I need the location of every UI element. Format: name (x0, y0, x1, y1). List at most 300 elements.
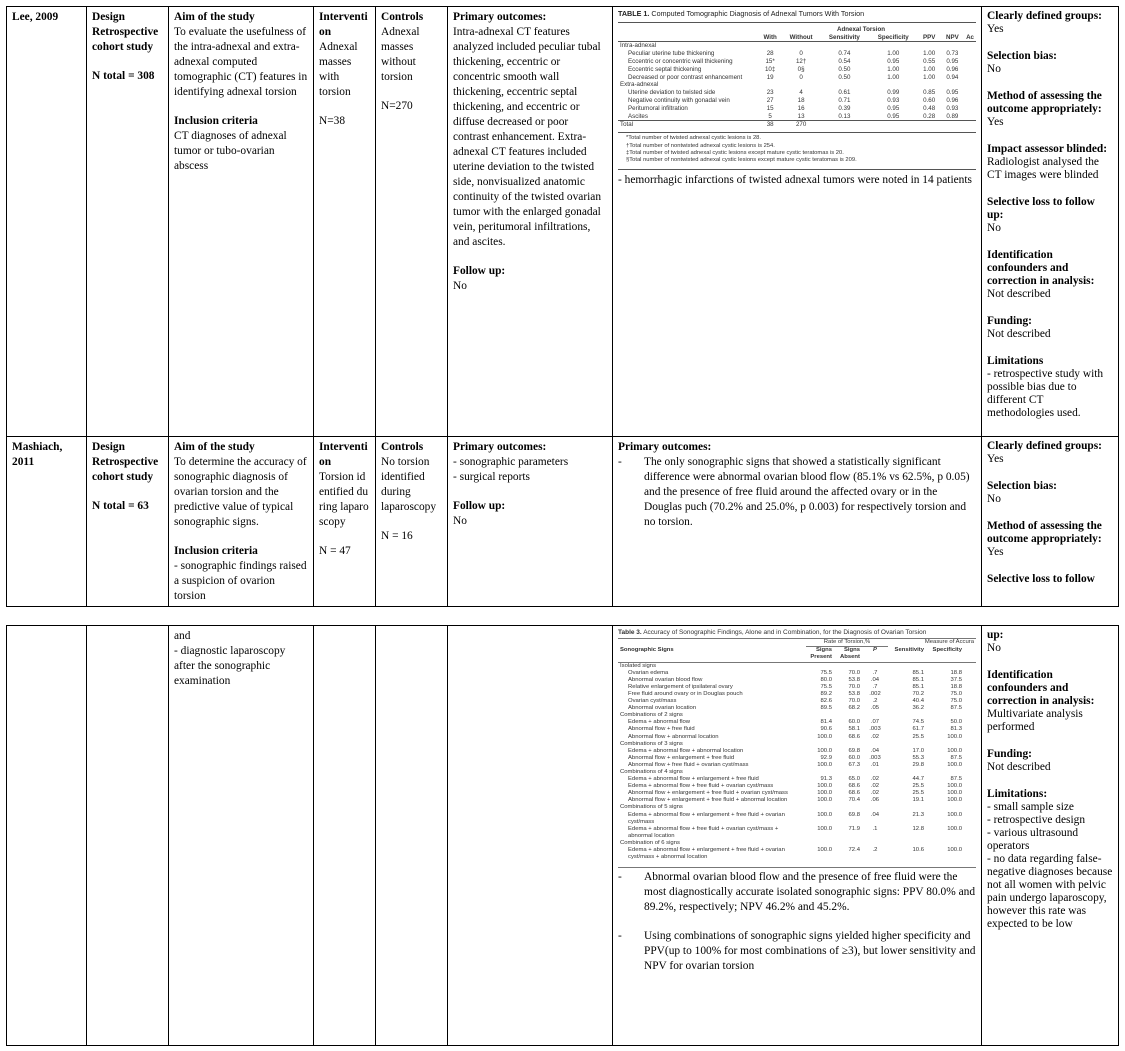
table3-cell-clipped (964, 719, 976, 726)
table3-row-label: Relative enlargement of ipsilateral ovary (628, 683, 733, 690)
table1-cell: 0.93 (887, 96, 900, 104)
table1-cell: 5 (768, 112, 772, 120)
table3-cell: 70.4 (848, 797, 860, 804)
table3-cell: 36.2 (912, 705, 924, 712)
table1-footnote: ‡Total number of twisted adnexal cystic lesions except mature cystic teratomas is 20. (626, 149, 844, 156)
table1-cell (941, 42, 964, 50)
quality-label: Identification confounders and correction in analysis: (987, 249, 1095, 287)
quality-value: Not described (987, 288, 1051, 300)
table3-cell: 61.7 (912, 726, 924, 733)
controls-label: Controls (381, 11, 424, 23)
table1-row (618, 81, 976, 89)
table3-header-row-1 (618, 639, 976, 647)
quality-label: Clearly defined groups: (987, 10, 1102, 22)
table1-cell (918, 121, 941, 129)
table3-cell (834, 804, 862, 811)
table1-cell (918, 81, 941, 89)
table3-row-label: Abnormal flow + enlargement + free fluid + ovarian cyst/mass (628, 790, 788, 797)
table3-row (618, 762, 976, 769)
study-row-mashiach-2011-continued (7, 626, 1119, 1046)
table3-cell: .2 (872, 847, 878, 854)
table3-cell (834, 840, 862, 847)
results-cell (613, 626, 982, 1046)
table1-cell: 0.60 (923, 96, 936, 104)
table3-cell: .2 (872, 698, 878, 705)
table3-cell-clipped (964, 670, 976, 677)
primary-outcomes-item: - surgical reports (453, 471, 530, 483)
table1-row-label: Negative continuity with gonadal vein (628, 96, 730, 104)
primary-outcomes-label: Primary outcomes: (453, 441, 547, 453)
table3-cell (834, 712, 862, 719)
table3-row-label: Combinations of 5 signs (620, 804, 683, 811)
intervention-n: N=38 (319, 115, 346, 127)
quality-label: Impact assessor blinded: (987, 143, 1108, 155)
table3-cell (806, 840, 834, 847)
table3-col-signs: Sonographic Signs (620, 646, 674, 653)
quality-cell (982, 626, 1119, 1046)
intervention-cell (314, 626, 376, 1046)
quality-value: Not described (987, 328, 1051, 340)
quality-label: Selective loss to follow (987, 573, 1095, 585)
table3-cell (862, 741, 888, 748)
quality-value: - retrospective study with possible bias due to different CT methodologies used. (987, 368, 1104, 419)
table3-row-label: Isolated signs (620, 662, 657, 669)
table1-row-label: Eccentric septal thickening (628, 65, 702, 73)
controls-n: N=270 (381, 100, 413, 112)
table1-cell: 0.74 (838, 50, 851, 58)
quality-value: Yes (987, 116, 1004, 128)
quality-label: up: (987, 629, 1004, 641)
table3-row-label: Free fluid around ovary or in Douglas pouch (628, 690, 743, 697)
aim-text: To determine the accuracy of sonographic diagnosis of ovarian torsion and the predictive value of typical sonographic signs. (174, 456, 307, 528)
table3-row-label: Edema + abnormal flow (628, 719, 691, 726)
quality-label: Selection bias: (987, 50, 1057, 62)
outcomes-cell (448, 626, 613, 1046)
table3-row-label: Abnormal flow + enlargement + free fluid (628, 754, 735, 761)
n-total: N total = 308 (92, 70, 155, 82)
table3-cell: .05 (870, 705, 880, 712)
table3-row-label: Combinations of 2 signs (620, 712, 683, 719)
controls-label: Controls (381, 441, 424, 453)
table1-cell: 0.85 (923, 89, 936, 97)
intervention-label: Intervention (319, 441, 368, 468)
table3-row-label: Edema + abnormal flow + abnormal location (628, 747, 744, 754)
table1-row-label: Intra-adnexal (620, 42, 657, 50)
table3-cell: 60.0 (848, 719, 860, 726)
table1-row-label: Eccentric or concentric wall thickening (628, 57, 733, 65)
limitation-item: - various ultrasound operators (987, 827, 1079, 852)
table3-cell: 25.5 (912, 790, 924, 797)
intervention-text: Torsion identified during laparoscopy (319, 471, 369, 528)
table1-col-header: With (763, 33, 777, 41)
controls-cell (376, 7, 448, 437)
table3-cell (834, 769, 862, 776)
table3-cell-clipped (964, 677, 976, 684)
table3-cell: 65.0 (848, 776, 860, 783)
table3-cell: .02 (870, 733, 880, 740)
outcomes-cell (448, 7, 613, 437)
table3-cell: 100.0 (947, 847, 962, 854)
table3-cell (806, 662, 834, 670)
table3-cell (834, 662, 862, 670)
table3-cell: 100.0 (947, 811, 962, 818)
table3-row (618, 790, 976, 797)
table1-cell (758, 42, 782, 50)
table3-cell: 68.6 (848, 790, 860, 797)
table1-cell (869, 42, 918, 50)
table3-cell: .04 (870, 676, 880, 683)
table1-cell: 23 (766, 89, 774, 97)
table3-cell: .002 (869, 690, 881, 697)
table3-cell: 87.5 (950, 776, 962, 783)
table3-row (618, 755, 976, 762)
table3-cell: 81.3 (950, 726, 962, 733)
table3-cell: .02 (870, 790, 880, 797)
design-label: Design (92, 441, 125, 453)
table1-grid (618, 22, 976, 129)
table3-cell-clipped (964, 840, 976, 847)
aim-label: Aim of the study (174, 11, 255, 23)
table3-cell: 75.0 (950, 690, 962, 697)
table3-cell: 91.3 (820, 776, 832, 783)
table1-cell: 27 (766, 96, 774, 104)
aim-label: Aim of the study (174, 441, 255, 453)
table3-cell: 75.5 (820, 669, 832, 676)
table3-cell (926, 662, 964, 670)
quality-label: Funding: (987, 748, 1032, 760)
table3-cell (862, 769, 888, 776)
table3-row-label: Ovarian edema (628, 669, 669, 676)
table3-cell: 70.2 (912, 690, 924, 697)
table3-cell: 40.4 (912, 698, 924, 705)
table3-cell: 75.5 (820, 683, 832, 690)
table3-row-label: Abnormal flow + enlargement + free fluid + abnormal location (628, 797, 788, 804)
table3-cell: 87.5 (950, 705, 962, 712)
table3-measure-header: Measure of Accura (924, 639, 974, 646)
table3-cell: 100.0 (947, 783, 962, 790)
table3-cell: .02 (870, 776, 880, 783)
table3-cell: .1 (872, 825, 878, 832)
intervention-cell (314, 7, 376, 437)
table1-row-label: Ascites (628, 112, 648, 120)
table1-cell: 1.00 (923, 73, 936, 81)
aim-cell (169, 626, 314, 1046)
table1-cell: 0.50 (838, 65, 851, 73)
inclusion-text: - sonographic findings raised a suspicion of ovarion torsion (174, 560, 307, 602)
table1-row (618, 121, 976, 129)
limitation-item: - small sample size (987, 801, 1074, 813)
table3-cell: 100.0 (947, 825, 962, 832)
table3-cell: 71.9 (848, 825, 860, 832)
table1-cell: 270 (795, 121, 807, 129)
table1-cell (964, 113, 976, 121)
table1-cell: 15* (765, 57, 775, 65)
table3-caption: Table 3. Accuracy of Sonographic Findings, Alone and in Combination, for the Diagnosis of Ovarian Torsion (618, 629, 927, 636)
table3-row-label: Ovarian cyst/mass (628, 698, 677, 705)
table1-cell: 0.89 (946, 112, 959, 120)
table3-cell: .04 (870, 811, 880, 818)
table1-cell (820, 81, 869, 89)
table3-cell: 37.5 (950, 676, 962, 683)
limitations-label: Limitations: (987, 788, 1048, 800)
table3-row (618, 812, 976, 826)
table3-row-label: Edema + abnormal flow + free fluid + ovarian cyst/mass (628, 783, 774, 790)
table1-row (618, 105, 976, 113)
table1-row (618, 89, 976, 97)
quality-value: No (987, 642, 1001, 654)
table1-cell: 0.93 (946, 104, 959, 112)
table3-cell (926, 840, 964, 847)
table1-footnote: §Total number of nontwisted adnexal cystic lesions except mature cystic teratomas is 209. (626, 157, 857, 164)
table3-cell: 68.6 (848, 733, 860, 740)
table1-cell (758, 81, 782, 89)
table3-cell (888, 741, 926, 748)
table3-cell: 19.1 (912, 797, 924, 804)
limitation-item: - retrospective design (987, 814, 1086, 826)
controls-n: N = 16 (381, 530, 413, 542)
table1-col-header: Specificity (877, 33, 909, 41)
table3-cell: 25.5 (912, 783, 924, 790)
table3-row-label: Combination of 6 signs (620, 839, 680, 846)
table3-cell: 18.8 (950, 669, 962, 676)
table1-row (618, 42, 976, 50)
design-cell (87, 626, 169, 1046)
table3-cell: 70.0 (848, 698, 860, 705)
table3-cell: .7 (872, 669, 878, 676)
table1-cell: 12† (795, 57, 807, 65)
design-value: Retrospective cohort study (92, 26, 159, 53)
controls-cell (376, 437, 448, 607)
table1-cell (964, 105, 976, 113)
table1-cell (782, 81, 820, 89)
table3-cell (806, 804, 834, 811)
table1-cell (941, 121, 964, 129)
table3-cell-clipped (964, 748, 976, 755)
table3-cell (862, 840, 888, 847)
table3-col-present: Signs Present (810, 647, 832, 661)
table3-row (618, 705, 976, 712)
study-cell (7, 7, 87, 437)
table3-cell (806, 712, 834, 719)
table3-cell: 90.6 (820, 726, 832, 733)
table3-cell: 100.0 (817, 825, 832, 832)
table3-cell: 50.0 (950, 719, 962, 726)
table3-cell: 89.2 (820, 690, 832, 697)
table3-cell: 69.8 (848, 811, 860, 818)
table3-cell: 53.8 (848, 690, 860, 697)
quality-value: Yes (987, 23, 1004, 35)
table3-row (618, 726, 976, 733)
table1-row (618, 74, 976, 82)
table1-row (618, 97, 976, 105)
table1-cell: 0.39 (838, 104, 851, 112)
controls-cell (376, 626, 448, 1046)
table3-cell-clipped (964, 755, 976, 762)
table1-cell (820, 42, 869, 50)
table1-cell: 0.96 (946, 65, 959, 73)
quality-value: Not described (987, 761, 1051, 773)
table3-header-row-2 (618, 647, 976, 662)
table3-cell (806, 741, 834, 748)
table3-cell: .003 (869, 754, 881, 761)
n-total: N total = 63 (92, 500, 149, 512)
table3-cell: 60.0 (848, 754, 860, 761)
table1-cell (820, 121, 869, 129)
table3-row-label: Combinations of 3 signs (620, 740, 683, 747)
table3-cell: 17.0 (912, 747, 924, 754)
table1-cell: 0.48 (923, 104, 936, 112)
table3-row-label: Abnormal ovarian location (628, 705, 697, 712)
follow-up-value: No (453, 515, 467, 527)
table3-row (618, 769, 976, 776)
table1-cell: 28 (766, 50, 774, 58)
follow-up-label: Follow up: (453, 265, 506, 277)
table1-cell (941, 81, 964, 89)
quality-value: No (987, 222, 1001, 234)
table1-cell: 18 (797, 96, 805, 104)
inclusion-continued-line: - diagnostic laparoscopy after the sonographic examination (174, 645, 286, 687)
intervention-label: Intervention (319, 11, 368, 38)
table1-row-label: Peculiar uterine tube thickening (628, 50, 715, 58)
intervention-cell (314, 437, 376, 607)
table3-cell: .01 (870, 761, 880, 768)
study-row-mashiach-2011 (7, 437, 1119, 607)
table1-header-row (618, 34, 976, 42)
design-cell (87, 7, 169, 437)
table3-row-label: Abnormal ovarian blood flow (628, 676, 703, 683)
table3-grid (618, 638, 976, 861)
table3-row (618, 797, 976, 804)
table3-row (618, 783, 976, 790)
table3-cell (888, 712, 926, 719)
table3-cell: 53.8 (848, 676, 860, 683)
table1-footnotes (618, 132, 976, 165)
table1-cell (964, 81, 976, 89)
table3-cell (862, 804, 888, 811)
table1-cell: 0.95 (946, 89, 959, 97)
quality-label: Funding: (987, 315, 1032, 327)
results-bullet: - The only sonographic signs that showed a statistically significant difference were abnormal ovarian blood flow (85.1% vs 62.5%, p 0.05) and the presence of free fluid around the affected ovary or in the Douglas puch (70.2% and 25.0%, p 0.003) for respectively torsion and no torsion. (618, 455, 976, 530)
table3-cell: 55.3 (912, 754, 924, 761)
table1-footnote: *Total number of twisted adnexal cystic lesions is 28. (626, 135, 762, 142)
table3-row-label: Edema + abnormal flow + enlargement + free fluid (628, 776, 759, 783)
table3-row-label: Abnormal flow + abnormal location (628, 733, 719, 740)
table1-cell: 1.00 (887, 50, 900, 58)
table3-cell (834, 741, 862, 748)
table3-cell (862, 712, 888, 719)
table3-cell: 87.5 (950, 754, 962, 761)
table3-cell: 85.1 (912, 683, 924, 690)
follow-up-value: No (453, 280, 467, 292)
table3-row (618, 691, 976, 698)
table3-cell: .003 (869, 726, 881, 733)
study-cell (7, 626, 87, 1046)
table1-cell (964, 97, 976, 105)
quality-label: Clearly defined groups: (987, 440, 1102, 452)
table1-group-header: Adnexal Torsion (837, 25, 886, 33)
results-bullet: - Abnormal ovarian blood flow and the presence of free fluid were the most diagnostically accurate isolated sonographic signs: PPV 80.0% and 89.2%, respectively; NPV 46.2% and 45.2%. (618, 867, 976, 915)
table3-cell-clipped (964, 804, 976, 811)
table3-cell (806, 769, 834, 776)
table1-cell (964, 58, 976, 66)
table3-cell (926, 769, 964, 776)
table1-cell: 0.50 (838, 73, 851, 81)
aim-cell (169, 437, 314, 607)
quality-value: Yes (987, 546, 1004, 558)
table3-row (618, 670, 976, 677)
quality-value: Yes (987, 453, 1004, 465)
table1-cell: 1.00 (923, 50, 936, 58)
table3-cell: 69.8 (848, 747, 860, 754)
table3-cell-clipped (964, 826, 976, 840)
table3-cell-clipped (964, 662, 976, 670)
table3-cell: 70.0 (848, 669, 860, 676)
results-cell (613, 7, 982, 437)
table3-row-label: Abnormal flow + free fluid (628, 726, 695, 733)
table3-cell: 82.6 (820, 698, 832, 705)
table1-cell (869, 81, 918, 89)
primary-outcomes-label: Primary outcomes: (453, 11, 547, 23)
table3-cell: 12.8 (912, 825, 924, 832)
table1-row-label: Total (620, 121, 634, 129)
table3-row (618, 741, 976, 748)
table3-row (618, 826, 976, 840)
table3-cell: 74.5 (912, 719, 924, 726)
controls-text: No torsion identified during laparoscopy (381, 456, 437, 513)
primary-outcomes-item: - sonographic parameters (453, 456, 569, 468)
table1-cell: 1.00 (923, 65, 936, 73)
quality-value: Multivariate analysis performed (987, 708, 1083, 733)
table3-cell (926, 712, 964, 719)
quality-label: Selection bias: (987, 480, 1057, 492)
table3-cell-clipped (964, 726, 976, 733)
controls-text: Adnexal masses without torsion (381, 26, 420, 83)
quality-label: Method of assessing the outcome appropriately: (987, 520, 1102, 545)
table3-cell-clipped (964, 769, 976, 776)
quality-label: Limitations (987, 355, 1044, 367)
table1-cell: 0.95 (887, 104, 900, 112)
table1-cell: 15 (766, 104, 774, 112)
table3-cell: 68.2 (848, 705, 860, 712)
table1-cell (964, 42, 976, 50)
table3-cell (888, 662, 926, 670)
quality-value: No (987, 493, 1001, 505)
table3-cell: 100.0 (817, 847, 832, 854)
table3-col-p: P (873, 647, 877, 654)
study-cell (7, 437, 87, 607)
table1-cell (964, 50, 976, 58)
table3-cell: 100.0 (817, 811, 832, 818)
table3-cell-clipped (964, 741, 976, 748)
table1-cell: 0.95 (946, 57, 959, 65)
aim-text: To evaluate the usefulness of the intra-adnexal and extra-adnexal computed tomographic (CT) features in identifying adnexal torsion (174, 26, 308, 98)
table1-cell: 0.95 (887, 57, 900, 65)
table1-cell: 0.99 (887, 89, 900, 97)
aim-cell (169, 7, 314, 437)
table3-cell-clipped (964, 790, 976, 797)
table1-row (618, 50, 976, 58)
table1-cell: 10‡ (764, 65, 776, 73)
table1-cell: 0.61 (838, 89, 851, 97)
table1-cell (869, 121, 918, 129)
intervention-text: Adnexal masses with torsion (319, 41, 358, 98)
results-bullet-text: The only sonographic signs that showed a statistically significant difference were abnormal ovarian blood flow (85.1% vs 62.5%, p 0.05) and the presence of free fluid around the affected ovary or in the Douglas puch (70.2% and 25.0%, p 0.003) for respectively torsion and no torsion. (644, 456, 970, 528)
table3-cell: .07 (870, 719, 880, 726)
table1-col-header: NPV (945, 33, 959, 41)
table1-cell: 19 (766, 73, 774, 81)
table3-cell: 100.0 (947, 733, 962, 740)
table1-cell: 38 (766, 121, 774, 129)
